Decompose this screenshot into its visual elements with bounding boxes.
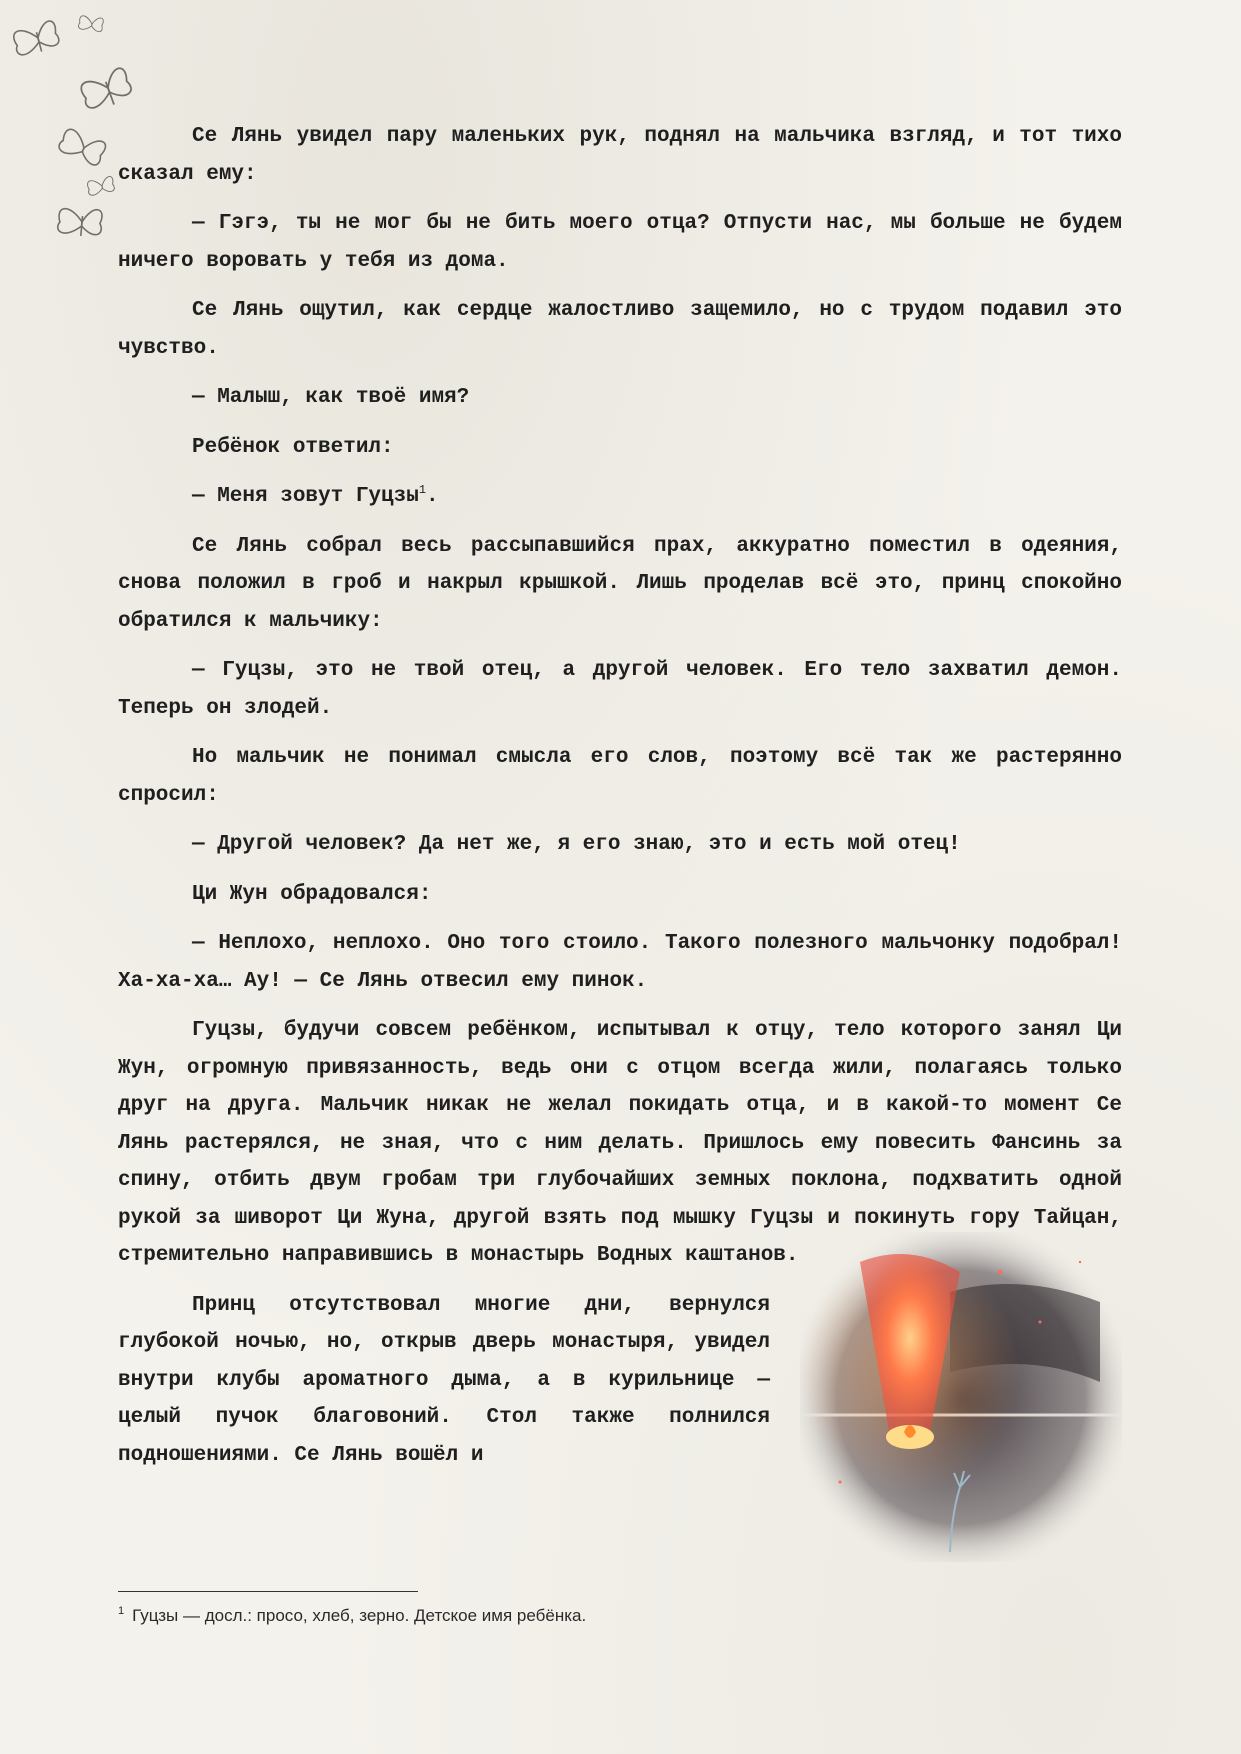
footnote-text: Гуцзы — досл.: просо, хлеб, зерно. Детское имя ребёнка. (132, 1606, 587, 1625)
footnote-ref[interactable]: 1 (418, 483, 427, 497)
paragraph-6 (118, 478, 1122, 516)
paragraph-13: Гуцзы, будучи совсем ребёнком, испытывал к отцу, тело которого занял Ци Жун, огромную привязанность, ведь они с отцом всегда жили, полагаясь только друг на друга. Мальчик никак не желал покидать отца, и в какой-то момент Се Лянь растерялся, не зная, что с ним делать. Пришлось ему повесить Фансинь за спину, отбить двум гробам три глубочайших земных поклона, подхватить одной рукой за шиворот Ци Жуна, другой взять под мышку Гуцзы и покинуть гору Тайцан, стремительно направившись в монастырь Водных каштанов. (118, 1019, 1122, 1267)
paragraph-14: Принц отсутствовал многие дни, вернулся глубокой ночью, но, открыв дверь монастыря, увидел внутри клубы ароматного дыма, а в курильнице — целый пучок благовоний. Стол также полнился подношениями. Се Лянь вошёл и (118, 1293, 770, 1467)
footnote-number: 1 (118, 1605, 125, 1618)
paragraph-8: — Гуцзы, это не твой отец, а другой человек. Его тело захватил демон. Теперь он злодей. (118, 659, 1122, 720)
paragraph-1: Се Лянь увидел пару маленьких рук, поднял на мальчика взгляд, и тот тихо сказал ему: (118, 125, 1122, 186)
paragraph-9: Но мальчик не понимал смысла его слов, поэтому всё так же растерянно спросил: (118, 746, 1122, 807)
footnote (118, 1604, 1018, 1628)
paragraph-3: Се Лянь ощутил, как сердце жалостливо защемило, но с трудом подавил это чувство. (118, 299, 1122, 360)
sky-lantern-illustration (800, 1232, 1122, 1562)
paragraph-6-text: — Меня зовут Гуцзы (192, 485, 419, 508)
paragraph-2: — Гэгэ, ты не мог бы не бить моего отца? Отпусти нас, мы больше не будем ничего воровать у тебя из дома. (118, 212, 1122, 273)
paragraph-4: — Малыш, как твоё имя? (192, 386, 470, 409)
paragraph-6-end: . (426, 485, 439, 508)
paragraph-7: Се Лянь собрал весь рассыпавшийся прах, аккуратно поместил в одеяния, снова положил в гроб и накрыл крышкой. Лишь проделав всё это, принц спокойно обратился к мальчику: (118, 534, 1122, 633)
paragraph-11: Ци Жун обрадовался: (192, 882, 432, 906)
footnote-divider (118, 1591, 418, 1592)
paragraph-10: — Другой человек? Да нет же, я его знаю, это и есть мой отец! (192, 833, 961, 856)
paragraph-5: Ребёнок ответил: (192, 435, 394, 459)
paragraph-12: — Неплохо, неплохо. Оно того стоило. Такого полезного мальчонку подобрал! Ха-ха-ха… Ау! — Се Лянь отвесил ему пинок. (118, 932, 1122, 993)
